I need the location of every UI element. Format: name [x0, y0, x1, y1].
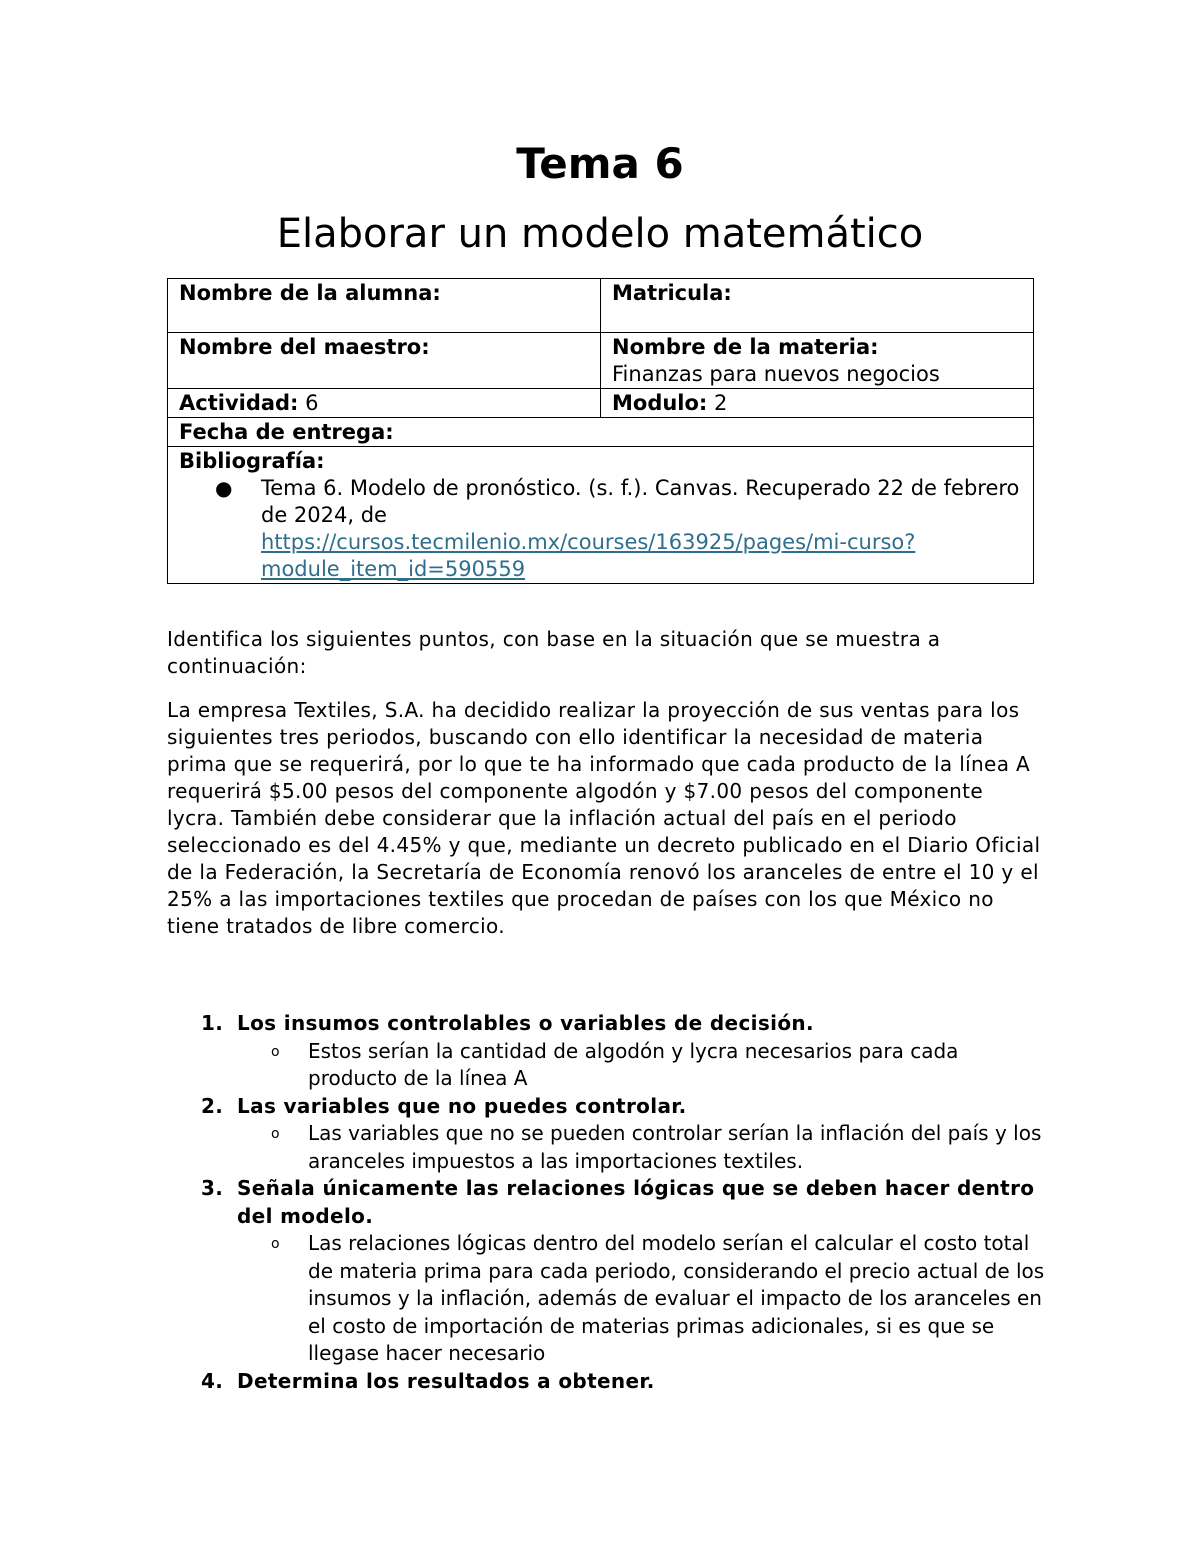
- module-cell: [601, 389, 1034, 418]
- subject-label: Nombre de la materia:: [612, 335, 879, 359]
- module-label: Modulo:: [612, 391, 708, 415]
- table-row: [168, 279, 1034, 333]
- bibliography-link[interactable]: [261, 530, 915, 581]
- table-row: [168, 447, 1034, 584]
- id-label: Matricula:: [612, 281, 732, 305]
- teacher-label: Nombre del maestro:: [179, 335, 430, 359]
- teacher-cell: [168, 333, 601, 389]
- student-cell: [168, 279, 601, 333]
- item-number: 2.: [201, 1093, 224, 1118]
- answer-item: [237, 1120, 1047, 1175]
- bibliography-list: [179, 475, 1023, 583]
- page-title: Tema 6: [516, 139, 684, 188]
- list-item: [215, 475, 1023, 583]
- table-row: [168, 418, 1034, 447]
- answer-item: [237, 1230, 1047, 1368]
- hollow-circle-bullet-icon: o: [271, 1236, 280, 1252]
- list-item: [167, 1010, 1047, 1093]
- intro-paragraph: Identifica los siguientes puntos, con base en la situación que se muestra a continuación:: [167, 627, 941, 678]
- subject-cell: [601, 333, 1034, 389]
- id-cell: [601, 279, 1034, 333]
- list-item: [167, 1093, 1047, 1176]
- activity-value: 6: [305, 391, 319, 415]
- module-value: 2: [714, 391, 728, 415]
- answer-text: Las relaciones lógicas dentro del modelo serían el calcular el costo total de materia prima para cada periodo, considerando el precio actual de los insumos y la inflación, además de evaluar el impacto de los aranceles en el costo de importación de materias primas adicionales, si es que se llegase hacer necesario: [308, 1231, 1045, 1365]
- bibliography-cell: [168, 447, 1034, 584]
- item-number: 3.: [201, 1176, 224, 1200]
- scenario-paragraph: La empresa Textiles, S.A. ha decidido realizar la proyección de sus ventas para los siguientes tres periodos, buscando con ello identificar la necesidad de materia prima que se requerirá, por lo que te ha informado que cada producto de la línea A requerirá $5.00 pesos del componente algodón y $7.00 pesos del componente lycra. También debe considerar que la inflación actual del país en el periodo seleccionado es del 4.45% y que, mediante un decreto publicado en el Diario Oficial de la Federación, la Secretaría de Economía renovó los aranceles de entre el 10 y el 25% a las importaciones textiles que procedan de países con los que México no tiene tratados de libre comercio.: [167, 698, 1041, 938]
- question-text: Determina los resultados a obtener.: [237, 1368, 655, 1393]
- link-line-2[interactable]: module_item_id=590559: [261, 557, 526, 581]
- question-text: Las variables que no puedes controlar.: [237, 1093, 687, 1118]
- date-cell: [168, 418, 1034, 447]
- hollow-circle-bullet-icon: o: [271, 1043, 280, 1060]
- filled-circle-bullet-icon: ●: [215, 476, 233, 500]
- hollow-circle-bullet-icon: o: [271, 1126, 280, 1142]
- subject-value: Finanzas para nuevos negocios: [612, 362, 940, 386]
- bibliography-text: Tema 6. Modelo de pronóstico. (s. f.). Canvas. Recuperado 22 de febrero de 2024, de: [261, 476, 1020, 527]
- item-number: 1.: [201, 1011, 224, 1035]
- item-number: 4.: [201, 1368, 224, 1393]
- info-table: [167, 278, 1034, 584]
- list-item: [167, 1175, 1047, 1368]
- table-row: [168, 333, 1034, 389]
- bibliography-label: Bibliografía:: [179, 449, 325, 473]
- questions-list: [167, 1010, 1047, 1395]
- table-row: [168, 389, 1034, 418]
- activity-label: Actividad:: [179, 391, 299, 415]
- link-line-1[interactable]: https://cursos.tecmilenio.mx/courses/163925/pages/mi-curso?: [261, 530, 916, 554]
- student-label: Nombre de la alumna:: [179, 281, 441, 305]
- answer-text: Las variables que no se pueden controlar serían la inflación del país y los aranceles impuestos a las importaciones textiles.: [308, 1121, 1042, 1173]
- answer-item: [237, 1038, 1047, 1093]
- date-label: Fecha de entrega:: [179, 420, 394, 444]
- answer-text: Estos serían la cantidad de algodón y lycra necesarios para cada producto de la línea A: [308, 1038, 959, 1090]
- question-text: Los insumos controlables o variables de decisión.: [237, 1011, 814, 1035]
- question-text: Señala únicamente las relaciones lógicas que se deben hacer dentro del modelo.: [237, 1176, 1035, 1228]
- list-item: [167, 1368, 1047, 1396]
- page-subtitle: Elaborar un modelo matemático: [276, 211, 924, 257]
- activity-cell: [168, 389, 601, 418]
